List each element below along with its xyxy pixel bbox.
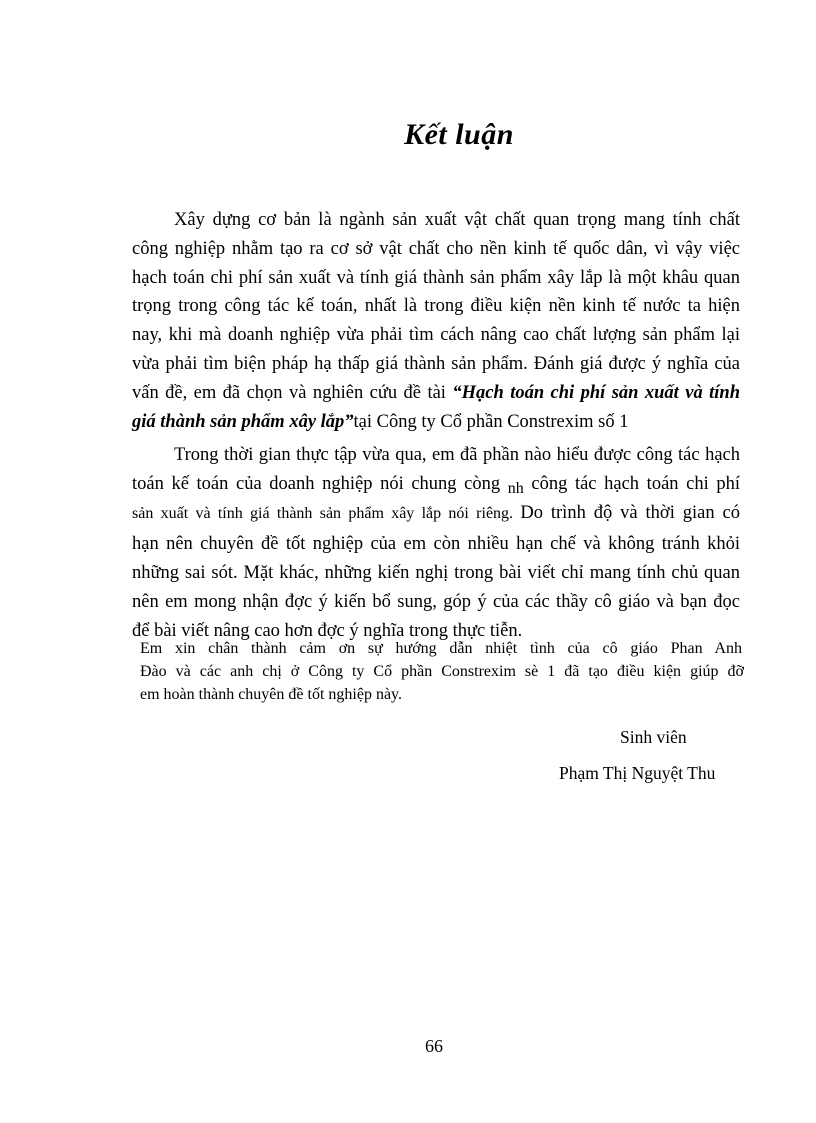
- page-title: Kết luận: [404, 118, 514, 151]
- paragraph-2-line-2-end: công tác hạch toán chi phí: [523, 474, 740, 494]
- paragraph-2-line-5: những sai sót. Mặt khác, những kiến nghị trong bài viết chỉ mang tính chủ quan: [132, 563, 740, 583]
- signature-role: Sinh viên: [620, 727, 687, 747]
- paragraph-3-line-3: em hoàn thành chuyên đề tốt nghiệp này.: [140, 686, 402, 703]
- paragraph-1-line-2: công nghiệp nhằm tạo ra cơ sở vật chất cho nền kinh tế quốc dân, vì vậy việc: [132, 239, 740, 259]
- paragraph-3-line-2: Đào và các anh chị ở Công ty Cổ phần Constrexim sè 1 đã tạo điều kiện giúp đỡ: [140, 663, 744, 680]
- paragraph-2-line-3: [132, 502, 740, 524]
- signature-name: Phạm Thị Nguyệt Thu: [559, 763, 716, 783]
- paragraph-1-line-8-text: tại Công ty Cổ phần Constrexim số 1: [353, 412, 629, 432]
- paragraph-2-line-1: Trong thời gian thực tập vừa qua, em đã phần nào hiểu được công tác hạch: [174, 445, 740, 465]
- paragraph-2-line-3-text: sản xuất và tính giá thành sản phẩm xây lắp nói riêng.: [132, 505, 521, 522]
- paragraph-1-line-3: hạch toán chi phí sản xuất và tính giá thành sản phẩm xây lắp là một khâu quan: [132, 268, 740, 288]
- paragraph-2-line-6: nên em mong nhận đợc ý kiến bổ sung, góp ý của các thầy cô giáo và bạn đọc: [132, 592, 740, 612]
- paragraph-1-line-5: nay, khi mà doanh nghiệp vừa phải tìm cách nâng cao chất lượng sản phẩm lại: [132, 325, 740, 345]
- page-number: 66: [425, 1036, 443, 1056]
- paragraph-2-line-2: [132, 473, 740, 495]
- paragraph-1-line-4: trọng trong công tác kế toán, nhất là trong điều kiện nền kinh tế nước ta hiện: [132, 296, 740, 316]
- thesis-topic-part-2: giá thành sản phẩm xây lắp”: [132, 412, 354, 432]
- paragraph-1-line-7: [132, 382, 740, 404]
- paragraph-2-line-4: hạn nên chuyên đề tốt nghiệp của em còn nhiều hạn chế và không tránh khỏi: [132, 534, 740, 554]
- paragraph-2-line-2-text: toán kế toán của doanh nghiệp nói chung còng: [132, 474, 508, 494]
- paragraph-2-line-7: để bài viết nâng cao hơn đợc ý nghĩa trong thực tiễn.: [132, 621, 523, 641]
- paragraph-1-line-1: Xây dựng cơ bản là ngành sản xuất vật chất quan trọng mang tính chất: [174, 210, 740, 230]
- paragraph-1-line-6: vừa phải tìm biện pháp hạ thấp giá thành sản phẩm. Đánh giá được ý nghĩa của: [132, 354, 740, 374]
- paragraph-2-line-3-end: Do trình độ và thời gian có: [520, 503, 740, 523]
- thesis-topic-part-1: “Hạch toán chi phí sản xuất và tính: [452, 383, 741, 403]
- paragraph-2-fragment: nh: [507, 480, 524, 497]
- paragraph-1-line-8: [132, 411, 740, 433]
- paragraph-3-line-1: Em xin chân thành cảm ơn sự hướng dẫn nhiệt tình của cô giáo Phan Anh: [140, 640, 742, 657]
- paragraph-1-line-7-text: vấn đề, em đã chọn và nghiên cứu đề tài: [132, 383, 453, 403]
